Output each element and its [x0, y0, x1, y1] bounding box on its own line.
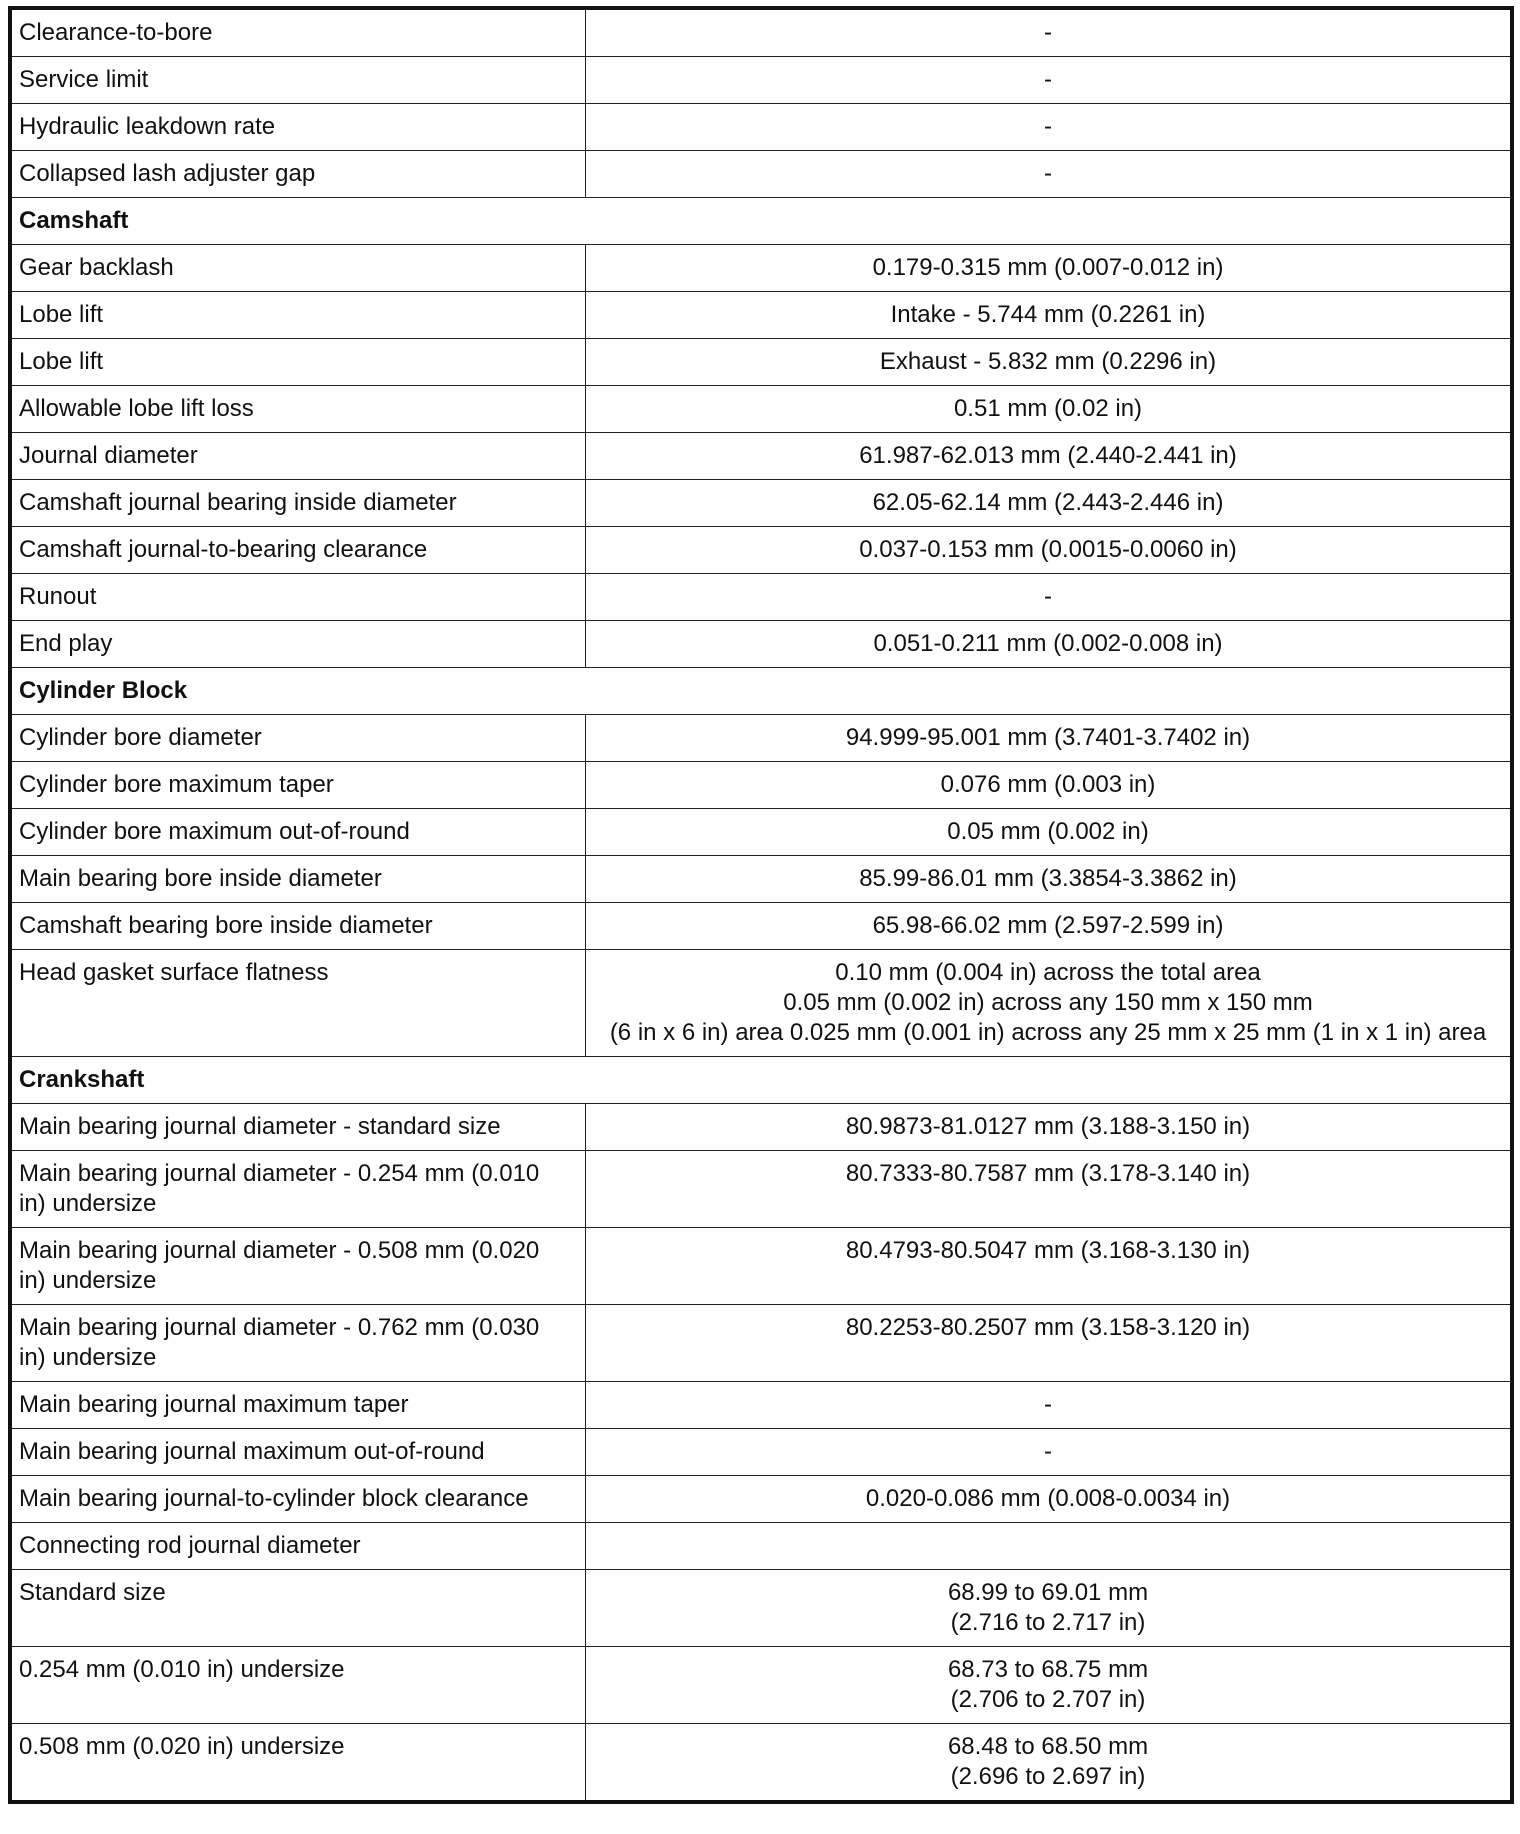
spec-label-cell: Allowable lobe lift loss — [10, 386, 586, 433]
spec-value-cell: Exhaust - 5.832 mm (0.2296 in) — [586, 339, 1513, 386]
spec-label-cell: Main bearing journal diameter - standard size — [10, 1104, 586, 1151]
spec-value-cell: 0.51 mm (0.02 in) — [586, 386, 1513, 433]
spec-label-cell: Runout — [10, 574, 586, 621]
table-row — [10, 1429, 1512, 1476]
spec-value-cell: - — [586, 574, 1513, 621]
spec-value-cell: 85.99-86.01 mm (3.3854-3.3862 in) — [586, 856, 1513, 903]
spec-value-cell: 61.987-62.013 mm (2.440-2.441 in) — [586, 433, 1513, 480]
specifications-table — [8, 6, 1514, 1804]
spec-label-cell: Hydraulic leakdown rate — [10, 104, 586, 151]
spec-value-cell: - — [586, 1429, 1513, 1476]
table-row — [10, 480, 1512, 527]
table-row — [10, 57, 1512, 104]
spec-label-cell: Lobe lift — [10, 292, 586, 339]
spec-label-cell: Cylinder bore maximum taper — [10, 762, 586, 809]
spec-label-cell: End play — [10, 621, 586, 668]
table-row — [10, 903, 1512, 950]
spec-label-cell: Main bearing journal diameter - 0.508 mm (0.020 in) undersize — [10, 1228, 586, 1305]
spec-value-cell: Intake - 5.744 mm (0.2261 in) — [586, 292, 1513, 339]
spec-label-cell: Head gasket surface flatness — [10, 950, 586, 1057]
spec-label-cell: Cylinder bore maximum out-of-round — [10, 809, 586, 856]
spec-value-cell: - — [586, 57, 1513, 104]
spec-label-cell: Service limit — [10, 57, 586, 104]
specifications-table-body — [10, 8, 1512, 1802]
spec-label-cell: Main bearing journal maximum taper — [10, 1382, 586, 1429]
section-header-row — [10, 1057, 1512, 1104]
spec-value-cell: 0.10 mm (0.004 in) across the total area 0.05 mm (0.002 in) across any 150 mm x 150 mm (6 in x 6 in) area 0.025 mm (0.001 in) across any 25 mm x 25 mm (1 in x 1 in) area — [586, 950, 1513, 1057]
table-row — [10, 856, 1512, 903]
spec-label-cell: Camshaft journal bearing inside diameter — [10, 480, 586, 527]
section-header-row — [10, 198, 1512, 245]
spec-value-cell: 80.9873-81.0127 mm (3.188-3.150 in) — [586, 1104, 1513, 1151]
spec-value-cell: - — [586, 8, 1513, 57]
spec-value-cell: 94.999-95.001 mm (3.7401-3.7402 in) — [586, 715, 1513, 762]
spec-label-cell: Clearance-to-bore — [10, 8, 586, 57]
section-title: Crankshaft — [10, 1057, 1512, 1104]
table-row — [10, 1647, 1512, 1724]
table-row — [10, 1305, 1512, 1382]
spec-value-cell: 65.98-66.02 mm (2.597-2.599 in) — [586, 903, 1513, 950]
table-row — [10, 1476, 1512, 1523]
spec-value-cell: 0.037-0.153 mm (0.0015-0.0060 in) — [586, 527, 1513, 574]
spec-value-cell: 0.051-0.211 mm (0.002-0.008 in) — [586, 621, 1513, 668]
spec-label-cell: Standard size — [10, 1570, 586, 1647]
table-row — [10, 1570, 1512, 1647]
spec-label-cell: Main bearing bore inside diameter — [10, 856, 586, 903]
table-row — [10, 1228, 1512, 1305]
spec-value-cell: 62.05-62.14 mm (2.443-2.446 in) — [586, 480, 1513, 527]
spec-value-cell: 68.99 to 69.01 mm (2.716 to 2.717 in) — [586, 1570, 1513, 1647]
spec-value-cell: 0.05 mm (0.002 in) — [586, 809, 1513, 856]
spec-label-cell: Lobe lift — [10, 339, 586, 386]
table-row — [10, 950, 1512, 1057]
table-row — [10, 433, 1512, 480]
spec-value-cell — [586, 1523, 1513, 1570]
spec-label-cell: Main bearing journal-to-cylinder block clearance — [10, 1476, 586, 1523]
spec-value-cell: - — [586, 104, 1513, 151]
table-row — [10, 104, 1512, 151]
spec-label-cell: 0.508 mm (0.020 in) undersize — [10, 1724, 586, 1803]
spec-label-cell: Collapsed lash adjuster gap — [10, 151, 586, 198]
table-row — [10, 292, 1512, 339]
table-row — [10, 1151, 1512, 1228]
table-row — [10, 715, 1512, 762]
table-row — [10, 1382, 1512, 1429]
spec-label-cell: Connecting rod journal diameter — [10, 1523, 586, 1570]
section-title: Cylinder Block — [10, 668, 1512, 715]
table-row — [10, 1104, 1512, 1151]
spec-label-cell: Journal diameter — [10, 433, 586, 480]
table-row — [10, 1724, 1512, 1803]
spec-value-cell: - — [586, 151, 1513, 198]
table-row — [10, 1523, 1512, 1570]
spec-label-cell: Main bearing journal diameter - 0.762 mm (0.030 in) undersize — [10, 1305, 586, 1382]
table-row — [10, 339, 1512, 386]
spec-label-cell: Camshaft bearing bore inside diameter — [10, 903, 586, 950]
spec-label-cell: Cylinder bore diameter — [10, 715, 586, 762]
spec-value-cell: 80.4793-80.5047 mm (3.168-3.130 in) — [586, 1228, 1513, 1305]
table-row — [10, 151, 1512, 198]
spec-label-cell: Main bearing journal maximum out-of-round — [10, 1429, 586, 1476]
table-row — [10, 762, 1512, 809]
table-row — [10, 621, 1512, 668]
table-row — [10, 8, 1512, 57]
spec-value-cell: 68.48 to 68.50 mm (2.696 to 2.697 in) — [586, 1724, 1513, 1803]
spec-value-cell: 0.076 mm (0.003 in) — [586, 762, 1513, 809]
spec-label-cell: Main bearing journal diameter - 0.254 mm (0.010 in) undersize — [10, 1151, 586, 1228]
spec-label-cell: Camshaft journal-to-bearing clearance — [10, 527, 586, 574]
spec-label-cell: Gear backlash — [10, 245, 586, 292]
spec-value-cell: 0.179-0.315 mm (0.007-0.012 in) — [586, 245, 1513, 292]
spec-value-cell: 80.2253-80.2507 mm (3.158-3.120 in) — [586, 1305, 1513, 1382]
spec-value-cell: 80.7333-80.7587 mm (3.178-3.140 in) — [586, 1151, 1513, 1228]
table-row — [10, 574, 1512, 621]
spec-value-cell: 0.020-0.086 mm (0.008-0.0034 in) — [586, 1476, 1513, 1523]
spec-value-cell: - — [586, 1382, 1513, 1429]
section-title: Camshaft — [10, 198, 1512, 245]
spec-value-cell: 68.73 to 68.75 mm (2.706 to 2.707 in) — [586, 1647, 1513, 1724]
table-row — [10, 245, 1512, 292]
spec-label-cell: 0.254 mm (0.010 in) undersize — [10, 1647, 586, 1724]
table-row — [10, 386, 1512, 433]
section-header-row — [10, 668, 1512, 715]
table-row — [10, 809, 1512, 856]
table-row — [10, 527, 1512, 574]
